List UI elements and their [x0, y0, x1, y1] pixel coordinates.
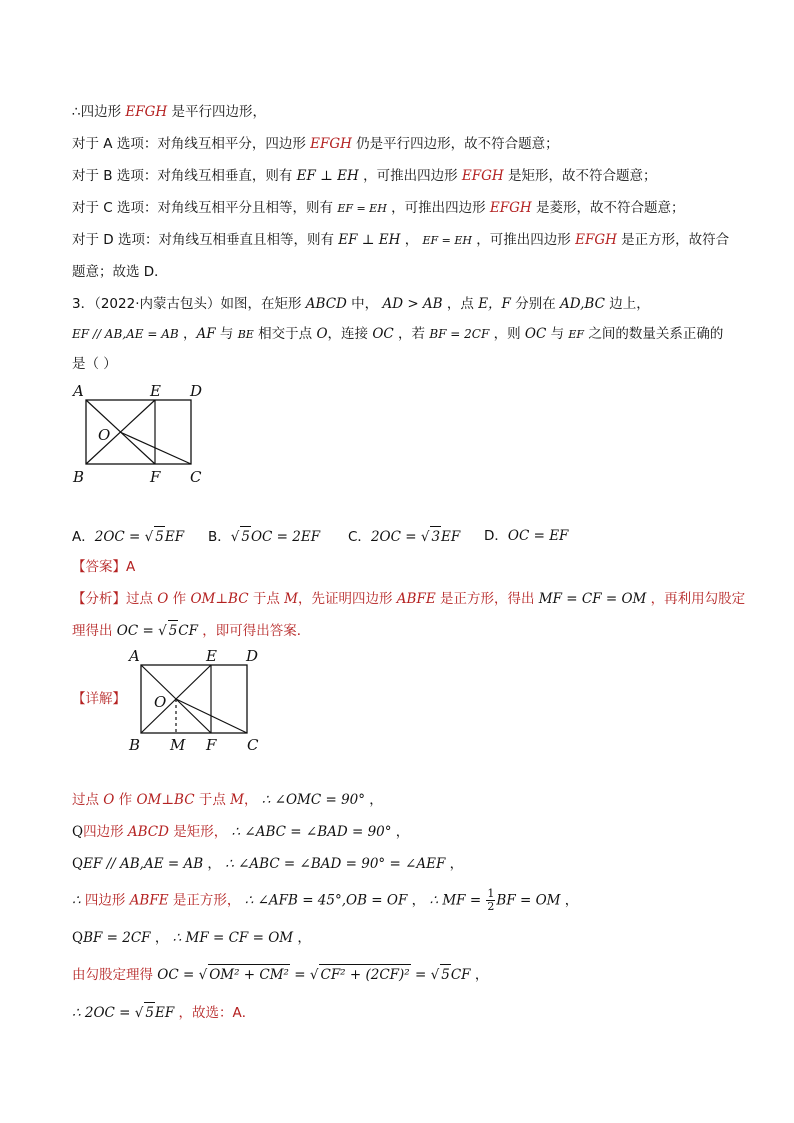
text: ， — [445, 856, 464, 872]
text: 3．（2022·内蒙古包头）如图，在矩形 — [72, 296, 306, 312]
math: O — [157, 591, 169, 607]
text: ， — [391, 824, 410, 840]
text: 是正方形， — [168, 892, 245, 909]
math: BF = 2CF — [429, 327, 490, 341]
step-1 — [72, 790, 383, 810]
text: ， — [178, 326, 197, 342]
math: EF — [568, 328, 585, 341]
question-3-line2 — [72, 324, 723, 345]
math: 2OC = — [370, 529, 421, 545]
text: 对于 D 选项：对角线互相垂直且相等，则有 — [72, 232, 339, 248]
math: ∴ ∠ABC = ∠BAD = 90° — [231, 824, 392, 840]
quad-name: EFGH — [489, 200, 532, 216]
math: OC = 2EF — [250, 529, 321, 545]
label-b: B — [129, 736, 141, 754]
text: 四边形 — [83, 824, 128, 840]
text: 是矩形，故不符合题意； — [503, 168, 657, 184]
quad-name: EFGH — [125, 104, 168, 120]
text: 过点 — [72, 792, 104, 808]
text: 于点 — [248, 591, 285, 607]
math: 2OC = — [84, 1005, 135, 1021]
math: ∴ MF = — [429, 892, 486, 909]
text: 四边形 — [84, 892, 130, 909]
therefore-symbol: ∴ — [72, 892, 85, 909]
math: AD > AB — [382, 296, 443, 312]
answer-line — [72, 557, 135, 577]
label-b: B — [73, 468, 85, 486]
line-conclusion — [72, 262, 168, 282]
analysis-line2: 理得出 OC = √ 5CF ，即可得出答案． — [72, 620, 310, 641]
choice-label: C． — [348, 529, 371, 545]
math: OC — [524, 326, 547, 342]
label-a: A — [73, 382, 84, 400]
radicand: CF² + (2CF)² — [319, 964, 410, 985]
text: 边上， — [604, 296, 650, 312]
math: BF = OM — [496, 892, 561, 909]
text: 是正方形，故符合 — [616, 232, 730, 248]
choice-label: B． — [208, 529, 231, 545]
text: 由勾股定理得 — [72, 967, 158, 983]
step-3 — [72, 854, 463, 874]
step-6: 由勾股定理得 OC = √ OM² + CM² = √ CF² + (2CF)² = √ 5CF ， — [72, 964, 488, 985]
text: 与 — [215, 326, 238, 342]
because-symbol: Q — [72, 856, 84, 872]
label-o: O — [154, 693, 167, 711]
line-option-c — [72, 198, 684, 219]
math: CF — [178, 623, 198, 639]
choice-label: A． — [72, 529, 95, 545]
math: AD,BC — [560, 296, 605, 312]
figure-rectangle-2 — [126, 644, 276, 756]
math: O — [103, 792, 115, 808]
label-o: O — [98, 426, 111, 444]
text: 对于 B 选项：对角线互相垂直，则有 — [72, 168, 297, 184]
math: O — [316, 326, 328, 342]
text: ， — [243, 792, 262, 808]
text: ，故选： — [174, 1005, 233, 1021]
math: BE — [237, 328, 254, 341]
quad-name: EFGH — [461, 168, 504, 184]
question-3-line3 — [72, 354, 117, 374]
text: ， — [407, 892, 430, 909]
text: 理得出 — [72, 623, 117, 639]
math: MF = CF = OM — [538, 591, 647, 607]
label-c: C — [190, 468, 202, 486]
quad-name: EFGH — [575, 232, 617, 248]
math-relation: EF ⊥ EH — [296, 168, 359, 184]
math: OC = — [116, 623, 159, 639]
math: = — [289, 967, 310, 983]
math: EF // AB,AE = AB — [72, 327, 179, 341]
math: ∴ MF = CF = OM — [172, 930, 294, 946]
math: 2OC = — [94, 529, 145, 545]
math: ABCD — [305, 296, 347, 312]
text: ， — [560, 892, 579, 909]
text: 对于 A 选项：对角线互相平分，四边形 — [72, 136, 311, 152]
text: 中， — [346, 296, 383, 312]
fraction-one-half — [486, 888, 495, 913]
step-5 — [72, 928, 311, 948]
text: 仍是平行四边形，故不符合题意； — [351, 136, 559, 152]
math: E，F — [478, 296, 511, 312]
math-relation: EF = EH — [422, 234, 473, 247]
math: OM⊥BC — [190, 591, 249, 607]
math: = — [410, 967, 431, 983]
text: ，点 — [442, 296, 479, 312]
radicand: 5 — [240, 526, 251, 547]
because-symbol: Q — [72, 824, 84, 840]
label-a: A — [129, 647, 140, 665]
text: ， — [150, 930, 173, 946]
text: ． — [241, 1005, 256, 1021]
text: 分别在 — [510, 296, 561, 312]
line-option-a — [72, 134, 559, 154]
text: 过点 — [126, 591, 158, 607]
math: EF — [164, 529, 185, 545]
therefore-symbol: ∴ — [72, 1005, 85, 1021]
text: 对于 C 选项：对角线互相平分且相等，则有 — [72, 200, 338, 216]
text: ，先证明四边形 — [297, 591, 397, 607]
radicand: OM² + CM² — [208, 964, 290, 985]
math: ∴ ∠ABC = ∠BAD = 90° = ∠AEF — [225, 856, 446, 872]
step-4 — [72, 888, 578, 913]
text: ，再利用勾股定 — [646, 591, 746, 607]
text: 题意；故选 D． — [72, 264, 168, 280]
radicand: 5 — [440, 964, 451, 985]
line-parallelogram — [72, 102, 266, 122]
math: BF = 2CF — [83, 930, 151, 946]
choice-label: D． — [484, 528, 508, 544]
radicand: 5 — [144, 1002, 155, 1023]
text: ，可推出四边形 — [358, 168, 462, 184]
choice-d[interactable] — [484, 526, 568, 546]
line-option-b — [72, 166, 656, 186]
text: 是（ ） — [72, 356, 117, 372]
text: ，连接 — [327, 326, 373, 342]
figure-rectangle-1 — [66, 378, 216, 488]
text: 作 — [114, 792, 137, 808]
label-f: F — [150, 468, 161, 486]
text: ，可推出四边形 — [472, 232, 576, 248]
text: ， — [203, 856, 226, 872]
math-relation: EF = EH — [337, 202, 387, 215]
text: ，可推出四边形 — [386, 200, 490, 216]
text: 相交于点 — [253, 326, 317, 342]
math-relation: EF ⊥ EH — [338, 232, 401, 248]
text: 与 — [546, 326, 569, 342]
math: ABCD — [127, 824, 169, 840]
text: ， — [293, 930, 311, 946]
text: ， — [400, 232, 423, 248]
math: OC = — [157, 967, 199, 983]
label-d: D — [190, 382, 203, 400]
line-option-d — [72, 230, 729, 251]
text: 是平行四边形， — [167, 104, 266, 120]
math: ∴ ∠AFB = 45°,OB = OF — [244, 892, 408, 909]
label-d: D — [246, 647, 259, 665]
choice-b[interactable]: B．√ 5OC = 2EF — [208, 526, 320, 547]
text: ， — [365, 792, 383, 808]
math: EF — [154, 1005, 175, 1021]
label-e: E — [150, 382, 161, 400]
math: M — [230, 792, 244, 808]
label-e: E — [206, 647, 217, 665]
answer-tag: 【答案】 — [72, 559, 126, 575]
label-c: C — [247, 736, 259, 754]
text: 是菱形，故不符合题意； — [531, 200, 685, 216]
math: OM⊥BC — [136, 792, 195, 808]
question-3-line1 — [72, 294, 650, 314]
detail-tag — [72, 689, 126, 709]
analysis-tag: 【分析】 — [72, 591, 126, 607]
text: ∴四边形 — [72, 104, 126, 120]
math: AF — [196, 326, 216, 342]
choice-c[interactable]: C．2OC = √ 3EF — [348, 526, 460, 547]
math: OC — [372, 326, 394, 342]
quad-name: EFGH — [310, 136, 352, 152]
step-2 — [72, 822, 409, 842]
text: 作 — [168, 591, 191, 607]
label-f: F — [206, 736, 217, 754]
radicand: 5 — [168, 620, 179, 641]
step-7: ∴ 2OC = √ 5EF ，故选：A． — [72, 1002, 255, 1023]
text: ，则 — [489, 326, 525, 342]
math: CF — [450, 967, 471, 983]
text: 之间的数量关系正确的 — [584, 326, 724, 342]
text: ，若 — [393, 326, 430, 342]
math: ABFE — [129, 892, 169, 909]
denominator: 2 — [487, 900, 495, 913]
numerator: 1 — [487, 887, 495, 900]
detail-label: 【详解】 — [72, 691, 126, 707]
math: EF — [441, 529, 461, 545]
math: ABFE — [396, 591, 436, 607]
math: M — [284, 591, 298, 607]
text: 于点 — [194, 792, 231, 808]
text: ，即可得出答案． — [198, 623, 311, 639]
label-m: M — [170, 736, 186, 754]
analysis-line1 — [72, 589, 745, 609]
answer-value: A — [126, 559, 136, 575]
math: EF // AB,AE = AB — [83, 856, 204, 872]
text: 是矩形， — [168, 824, 232, 840]
text: 是正方形，得出 — [435, 591, 539, 607]
choice-a[interactable]: A．2OC = √ 5EF — [72, 526, 184, 547]
math: ∴ ∠OMC = 90° — [261, 792, 366, 808]
because-symbol: Q — [72, 930, 84, 946]
final-answer: A — [232, 1005, 242, 1021]
text: ， — [470, 967, 489, 983]
math: OC = EF — [507, 528, 569, 544]
radicand: 3 — [430, 526, 441, 547]
radicand: 5 — [154, 526, 165, 547]
